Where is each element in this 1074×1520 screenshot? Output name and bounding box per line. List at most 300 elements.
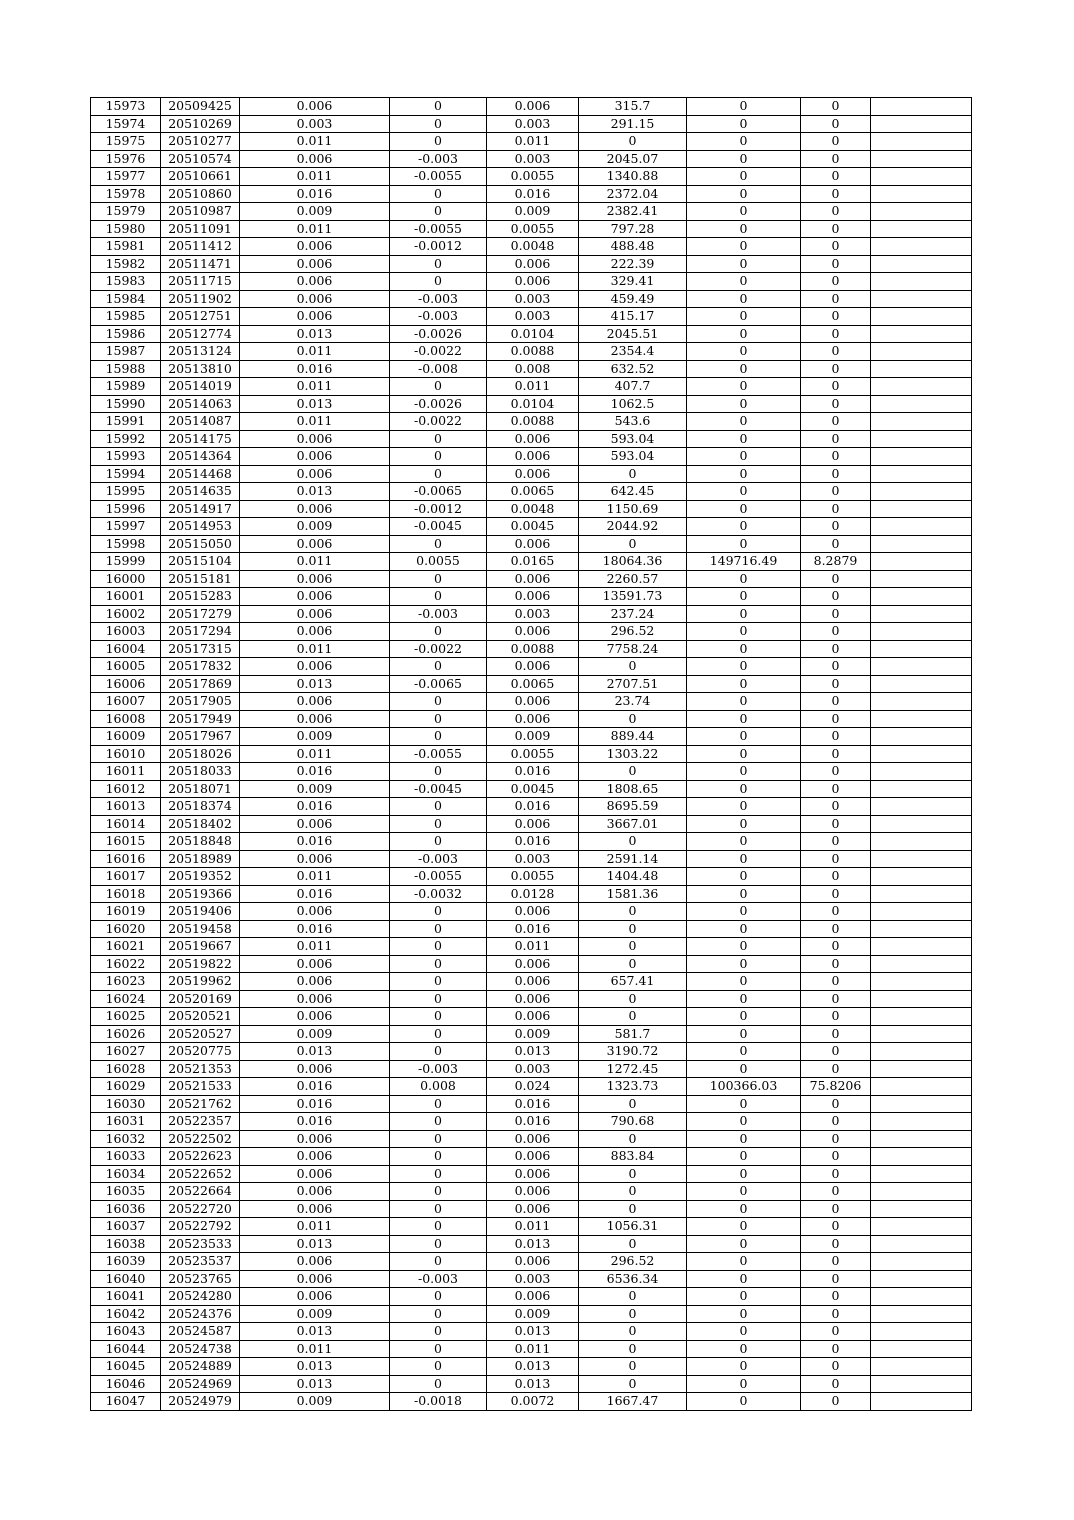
- code-cell: 20524587: [161, 1323, 240, 1341]
- value-c-cell: 0.0088: [487, 413, 579, 431]
- amount-cell: 642.45: [579, 483, 687, 501]
- table-row: [91, 1393, 972, 1411]
- total-cell: 0: [687, 98, 801, 116]
- total-cell: 0: [687, 535, 801, 553]
- ratio-cell: 0: [801, 1043, 871, 1061]
- value-b-cell: -0.0055: [390, 168, 487, 186]
- value-c-cell: 0.003: [487, 1060, 579, 1078]
- table-row: [91, 133, 972, 151]
- amount-cell: 2354.4: [579, 343, 687, 361]
- code-cell: 20510574: [161, 150, 240, 168]
- blank-cell: [871, 395, 972, 413]
- code-cell: 20524738: [161, 1340, 240, 1358]
- id-cell: 16032: [91, 1130, 161, 1148]
- value-b-cell: 0: [390, 833, 487, 851]
- ratio-cell: 0: [801, 535, 871, 553]
- id-cell: 16038: [91, 1235, 161, 1253]
- table-row: [91, 483, 972, 501]
- amount-cell: 2260.57: [579, 570, 687, 588]
- table-row: [91, 815, 972, 833]
- code-cell: 20520775: [161, 1043, 240, 1061]
- id-cell: 15987: [91, 343, 161, 361]
- id-cell: 16007: [91, 693, 161, 711]
- table-row: [91, 1375, 972, 1393]
- ratio-cell: 0: [801, 815, 871, 833]
- value-a-cell: 0.009: [240, 728, 390, 746]
- value-b-cell: -0.003: [390, 308, 487, 326]
- code-cell: 20522664: [161, 1183, 240, 1201]
- id-cell: 16010: [91, 745, 161, 763]
- value-a-cell: 0.006: [240, 255, 390, 273]
- total-cell: 0: [687, 360, 801, 378]
- total-cell: 0: [687, 780, 801, 798]
- table-row: [91, 850, 972, 868]
- value-a-cell: 0.016: [240, 1113, 390, 1131]
- code-cell: 20518026: [161, 745, 240, 763]
- ratio-cell: 0: [801, 850, 871, 868]
- value-c-cell: 0.006: [487, 570, 579, 588]
- total-cell: 0: [687, 710, 801, 728]
- value-c-cell: 0.006: [487, 465, 579, 483]
- table-row: [91, 98, 972, 116]
- value-b-cell: 0: [390, 185, 487, 203]
- blank-cell: [871, 553, 972, 571]
- blank-cell: [871, 203, 972, 221]
- value-b-cell: 0: [390, 955, 487, 973]
- id-cell: 15996: [91, 500, 161, 518]
- total-cell: 0: [687, 115, 801, 133]
- code-cell: 20510987: [161, 203, 240, 221]
- value-b-cell: -0.0055: [390, 220, 487, 238]
- blank-cell: [871, 833, 972, 851]
- total-cell: 0: [687, 868, 801, 886]
- value-c-cell: 0.006: [487, 1200, 579, 1218]
- blank-cell: [871, 465, 972, 483]
- table-row: [91, 570, 972, 588]
- table-row: [91, 1305, 972, 1323]
- value-a-cell: 0.006: [240, 1165, 390, 1183]
- id-cell: 15975: [91, 133, 161, 151]
- total-cell: 0: [687, 1165, 801, 1183]
- total-cell: 0: [687, 325, 801, 343]
- ratio-cell: 0: [801, 605, 871, 623]
- ratio-cell: 0: [801, 430, 871, 448]
- blank-cell: [871, 1393, 972, 1411]
- blank-cell: [871, 693, 972, 711]
- value-b-cell: -0.0045: [390, 518, 487, 536]
- ratio-cell: 0: [801, 885, 871, 903]
- value-a-cell: 0.013: [240, 1235, 390, 1253]
- amount-cell: 3667.01: [579, 815, 687, 833]
- amount-cell: 2591.14: [579, 850, 687, 868]
- value-a-cell: 0.016: [240, 763, 390, 781]
- table-row: [91, 780, 972, 798]
- id-cell: 15977: [91, 168, 161, 186]
- ratio-cell: 0: [801, 290, 871, 308]
- code-cell: 20511412: [161, 238, 240, 256]
- value-b-cell: 0: [390, 938, 487, 956]
- table-row: [91, 325, 972, 343]
- ratio-cell: 0: [801, 1148, 871, 1166]
- ratio-cell: 0: [801, 308, 871, 326]
- id-cell: 15993: [91, 448, 161, 466]
- code-cell: 20510661: [161, 168, 240, 186]
- value-a-cell: 0.013: [240, 483, 390, 501]
- code-cell: 20517294: [161, 623, 240, 641]
- amount-cell: 0: [579, 658, 687, 676]
- id-cell: 16036: [91, 1200, 161, 1218]
- amount-cell: 6536.34: [579, 1270, 687, 1288]
- total-cell: 0: [687, 1113, 801, 1131]
- value-b-cell: 0: [390, 273, 487, 291]
- ratio-cell: 0: [801, 1165, 871, 1183]
- amount-cell: 488.48: [579, 238, 687, 256]
- blank-cell: [871, 938, 972, 956]
- ratio-cell: 0: [801, 1393, 871, 1411]
- amount-cell: 0: [579, 990, 687, 1008]
- total-cell: 0: [687, 833, 801, 851]
- ratio-cell: 0: [801, 920, 871, 938]
- ratio-cell: 0: [801, 1025, 871, 1043]
- value-c-cell: 0.011: [487, 1218, 579, 1236]
- code-cell: 20519822: [161, 955, 240, 973]
- value-c-cell: 0.011: [487, 1340, 579, 1358]
- total-cell: 0: [687, 1340, 801, 1358]
- table-row: [91, 238, 972, 256]
- blank-cell: [871, 570, 972, 588]
- value-b-cell: -0.003: [390, 605, 487, 623]
- id-cell: 16021: [91, 938, 161, 956]
- blank-cell: [871, 1218, 972, 1236]
- total-cell: 0: [687, 1060, 801, 1078]
- total-cell: 0: [687, 588, 801, 606]
- amount-cell: 8695.59: [579, 798, 687, 816]
- ratio-cell: 0: [801, 1183, 871, 1201]
- total-cell: 0: [687, 1095, 801, 1113]
- table-row: [91, 1095, 972, 1113]
- ratio-cell: 0: [801, 360, 871, 378]
- blank-cell: [871, 1060, 972, 1078]
- id-cell: 16037: [91, 1218, 161, 1236]
- blank-cell: [871, 728, 972, 746]
- id-cell: 15983: [91, 273, 161, 291]
- amount-cell: 0: [579, 1305, 687, 1323]
- value-c-cell: 0.006: [487, 1288, 579, 1306]
- value-b-cell: 0: [390, 1218, 487, 1236]
- id-cell: 15984: [91, 290, 161, 308]
- blank-cell: [871, 903, 972, 921]
- ratio-cell: 0: [801, 1288, 871, 1306]
- total-cell: 0: [687, 133, 801, 151]
- value-a-cell: 0.016: [240, 1095, 390, 1113]
- blank-cell: [871, 325, 972, 343]
- value-a-cell: 0.016: [240, 920, 390, 938]
- table-row: [91, 1165, 972, 1183]
- amount-cell: 1062.5: [579, 395, 687, 413]
- total-cell: 0: [687, 203, 801, 221]
- code-cell: 20523537: [161, 1253, 240, 1271]
- code-cell: 20514953: [161, 518, 240, 536]
- code-cell: 20514468: [161, 465, 240, 483]
- value-c-cell: 0.006: [487, 658, 579, 676]
- amount-cell: 415.17: [579, 308, 687, 326]
- blank-cell: [871, 1323, 972, 1341]
- value-c-cell: 0.016: [487, 798, 579, 816]
- amount-cell: 23.74: [579, 693, 687, 711]
- id-cell: 16027: [91, 1043, 161, 1061]
- id-cell: 15978: [91, 185, 161, 203]
- table-row: [91, 308, 972, 326]
- table-row: [91, 1183, 972, 1201]
- value-c-cell: 0.024: [487, 1078, 579, 1096]
- value-a-cell: 0.011: [240, 868, 390, 886]
- blank-cell: [871, 273, 972, 291]
- ratio-cell: 0: [801, 833, 871, 851]
- value-c-cell: 0.003: [487, 850, 579, 868]
- ratio-cell: 0: [801, 973, 871, 991]
- total-cell: 0: [687, 570, 801, 588]
- code-cell: 20519962: [161, 973, 240, 991]
- table-row: [91, 973, 972, 991]
- ratio-cell: 0: [801, 115, 871, 133]
- value-b-cell: 0.008: [390, 1078, 487, 1096]
- value-c-cell: 0.006: [487, 1253, 579, 1271]
- code-cell: 20513810: [161, 360, 240, 378]
- blank-cell: [871, 238, 972, 256]
- table-row: [91, 938, 972, 956]
- total-cell: 0: [687, 238, 801, 256]
- code-cell: 20513124: [161, 343, 240, 361]
- value-c-cell: 0.006: [487, 693, 579, 711]
- value-b-cell: 0: [390, 920, 487, 938]
- table-row: [91, 1270, 972, 1288]
- table-row: [91, 273, 972, 291]
- value-c-cell: 0.0072: [487, 1393, 579, 1411]
- blank-cell: [871, 378, 972, 396]
- ratio-cell: 0: [801, 343, 871, 361]
- ratio-cell: 0: [801, 1323, 871, 1341]
- amount-cell: 0: [579, 1008, 687, 1026]
- value-b-cell: 0: [390, 623, 487, 641]
- id-cell: 16047: [91, 1393, 161, 1411]
- amount-cell: 0: [579, 903, 687, 921]
- value-a-cell: 0.006: [240, 693, 390, 711]
- blank-cell: [871, 1025, 972, 1043]
- blank-cell: [871, 1375, 972, 1393]
- ratio-cell: 0: [801, 325, 871, 343]
- total-cell: 0: [687, 1183, 801, 1201]
- value-a-cell: 0.006: [240, 465, 390, 483]
- value-b-cell: -0.003: [390, 1060, 487, 1078]
- code-cell: 20518071: [161, 780, 240, 798]
- id-cell: 16004: [91, 640, 161, 658]
- ratio-cell: 0: [801, 1113, 871, 1131]
- table-row: [91, 728, 972, 746]
- value-a-cell: 0.011: [240, 220, 390, 238]
- code-cell: 20522720: [161, 1200, 240, 1218]
- value-c-cell: 0.011: [487, 378, 579, 396]
- code-cell: 20509425: [161, 98, 240, 116]
- id-cell: 16034: [91, 1165, 161, 1183]
- code-cell: 20517279: [161, 605, 240, 623]
- ratio-cell: 0: [801, 658, 871, 676]
- ratio-cell: 0: [801, 378, 871, 396]
- id-cell: 16016: [91, 850, 161, 868]
- amount-cell: 0: [579, 1288, 687, 1306]
- table-row: [91, 220, 972, 238]
- value-a-cell: 0.013: [240, 675, 390, 693]
- id-cell: 15976: [91, 150, 161, 168]
- table-row: [91, 1218, 972, 1236]
- table-row: [91, 115, 972, 133]
- total-cell: 0: [687, 763, 801, 781]
- table-row: [91, 658, 972, 676]
- value-c-cell: 0.006: [487, 588, 579, 606]
- ratio-cell: 0: [801, 133, 871, 151]
- amount-cell: 13591.73: [579, 588, 687, 606]
- blank-cell: [871, 220, 972, 238]
- value-c-cell: 0.013: [487, 1375, 579, 1393]
- total-cell: 100366.03: [687, 1078, 801, 1096]
- amount-cell: 1581.36: [579, 885, 687, 903]
- value-b-cell: 0: [390, 448, 487, 466]
- amount-cell: 1340.88: [579, 168, 687, 186]
- value-a-cell: 0.006: [240, 238, 390, 256]
- blank-cell: [871, 185, 972, 203]
- table-row: [91, 745, 972, 763]
- id-cell: 16013: [91, 798, 161, 816]
- blank-cell: [871, 1253, 972, 1271]
- value-b-cell: 0: [390, 710, 487, 728]
- total-cell: 0: [687, 518, 801, 536]
- ratio-cell: 0: [801, 220, 871, 238]
- blank-cell: [871, 780, 972, 798]
- ratio-cell: 0: [801, 1358, 871, 1376]
- value-c-cell: 0.013: [487, 1235, 579, 1253]
- total-cell: 0: [687, 920, 801, 938]
- value-a-cell: 0.006: [240, 1288, 390, 1306]
- amount-cell: 0: [579, 1340, 687, 1358]
- ratio-cell: 75.8206: [801, 1078, 871, 1096]
- code-cell: 20519406: [161, 903, 240, 921]
- value-a-cell: 0.009: [240, 1305, 390, 1323]
- code-cell: 20514063: [161, 395, 240, 413]
- total-cell: 0: [687, 1288, 801, 1306]
- id-cell: 15992: [91, 430, 161, 448]
- amount-cell: 632.52: [579, 360, 687, 378]
- code-cell: 20522792: [161, 1218, 240, 1236]
- value-a-cell: 0.006: [240, 1270, 390, 1288]
- id-cell: 16023: [91, 973, 161, 991]
- value-a-cell: 0.013: [240, 1358, 390, 1376]
- value-b-cell: -0.0065: [390, 483, 487, 501]
- blank-cell: [871, 885, 972, 903]
- value-b-cell: -0.0026: [390, 395, 487, 413]
- code-cell: 20518989: [161, 850, 240, 868]
- value-a-cell: 0.011: [240, 343, 390, 361]
- ratio-cell: 0: [801, 728, 871, 746]
- amount-cell: 296.52: [579, 1253, 687, 1271]
- value-a-cell: 0.003: [240, 115, 390, 133]
- total-cell: 0: [687, 255, 801, 273]
- total-cell: 0: [687, 640, 801, 658]
- code-cell: 20519458: [161, 920, 240, 938]
- amount-cell: 0: [579, 1200, 687, 1218]
- blank-cell: [871, 448, 972, 466]
- blank-cell: [871, 1270, 972, 1288]
- blank-cell: [871, 1288, 972, 1306]
- code-cell: 20522502: [161, 1130, 240, 1148]
- table-row: [91, 623, 972, 641]
- value-a-cell: 0.006: [240, 308, 390, 326]
- value-b-cell: 0: [390, 1113, 487, 1131]
- ratio-cell: 0: [801, 395, 871, 413]
- table-row: [91, 710, 972, 728]
- code-cell: 20511902: [161, 290, 240, 308]
- value-c-cell: 0.006: [487, 448, 579, 466]
- value-b-cell: 0: [390, 1358, 487, 1376]
- value-b-cell: -0.0022: [390, 343, 487, 361]
- amount-cell: 296.52: [579, 623, 687, 641]
- amount-cell: 1808.65: [579, 780, 687, 798]
- value-a-cell: 0.006: [240, 500, 390, 518]
- value-a-cell: 0.016: [240, 185, 390, 203]
- value-c-cell: 0.006: [487, 1165, 579, 1183]
- value-a-cell: 0.006: [240, 658, 390, 676]
- value-b-cell: 0.0055: [390, 553, 487, 571]
- value-a-cell: 0.006: [240, 850, 390, 868]
- table-row: [91, 868, 972, 886]
- amount-cell: 18064.36: [579, 553, 687, 571]
- blank-cell: [871, 535, 972, 553]
- amount-cell: 1404.48: [579, 868, 687, 886]
- blank-cell: [871, 605, 972, 623]
- value-b-cell: 0: [390, 98, 487, 116]
- total-cell: 0: [687, 658, 801, 676]
- ratio-cell: 0: [801, 1130, 871, 1148]
- blank-cell: [871, 658, 972, 676]
- amount-cell: 237.24: [579, 605, 687, 623]
- code-cell: 20517949: [161, 710, 240, 728]
- value-b-cell: 0: [390, 1288, 487, 1306]
- table-row: [91, 1148, 972, 1166]
- code-cell: 20514364: [161, 448, 240, 466]
- value-b-cell: 0: [390, 728, 487, 746]
- value-b-cell: -0.0022: [390, 413, 487, 431]
- ratio-cell: 0: [801, 745, 871, 763]
- code-cell: 20510860: [161, 185, 240, 203]
- ratio-cell: 0: [801, 623, 871, 641]
- value-a-cell: 0.011: [240, 1218, 390, 1236]
- value-c-cell: 0.006: [487, 1183, 579, 1201]
- value-c-cell: 0.016: [487, 920, 579, 938]
- ratio-cell: 0: [801, 1218, 871, 1236]
- blank-cell: [871, 1305, 972, 1323]
- id-cell: 16033: [91, 1148, 161, 1166]
- blank-cell: [871, 1235, 972, 1253]
- table-row: [91, 518, 972, 536]
- amount-cell: 3190.72: [579, 1043, 687, 1061]
- value-b-cell: 0: [390, 1165, 487, 1183]
- value-c-cell: 0.006: [487, 623, 579, 641]
- total-cell: 0: [687, 500, 801, 518]
- value-c-cell: 0.003: [487, 150, 579, 168]
- value-a-cell: 0.016: [240, 798, 390, 816]
- blank-cell: [871, 150, 972, 168]
- total-cell: 0: [687, 1043, 801, 1061]
- id-cell: 16001: [91, 588, 161, 606]
- code-cell: 20519667: [161, 938, 240, 956]
